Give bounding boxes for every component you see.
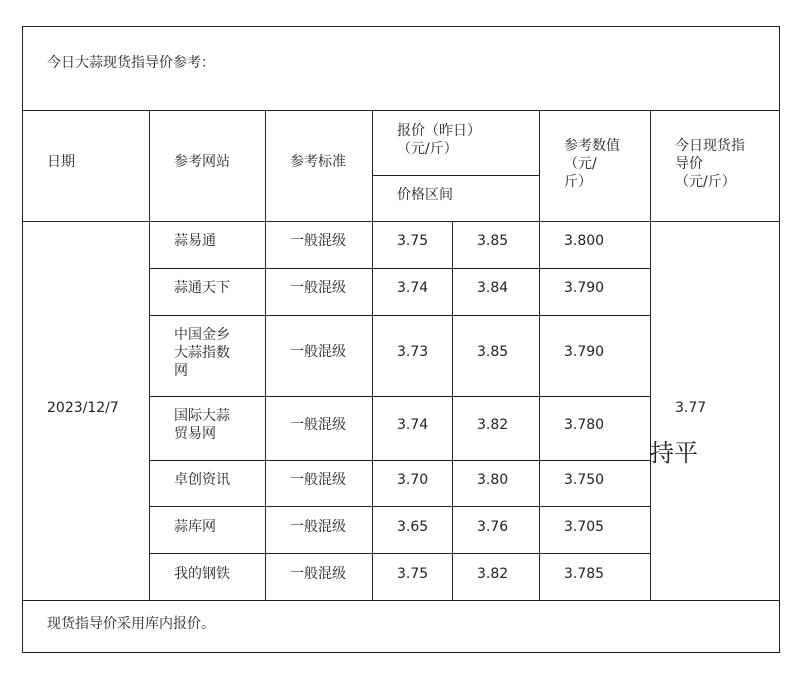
footer-note: 现货指导价采用库内报价。 xyxy=(47,616,215,632)
standard-cell: 一般混级 xyxy=(290,280,346,296)
col-rule-4 xyxy=(539,110,540,600)
standard-cell: 一般混级 xyxy=(290,519,346,535)
ref-value-cell: 3.750 xyxy=(564,472,605,488)
col-rule-1 xyxy=(149,110,150,600)
low-price-cell: 3.70 xyxy=(397,472,429,488)
rule-under-intro xyxy=(22,110,780,111)
standard-cell: 一般混级 xyxy=(290,566,346,582)
high-price-cell: 3.85 xyxy=(477,344,509,360)
site-cell: 我的钢铁 xyxy=(174,566,230,582)
rule-row-3 xyxy=(149,396,650,397)
low-price-cell: 3.73 xyxy=(397,344,429,360)
header-guide: 今日现货指 导价 （元/斤） xyxy=(675,138,745,190)
header-range: 价格区间 xyxy=(397,187,453,203)
site-cell: 卓创资讯 xyxy=(174,472,230,488)
rule-row-1 xyxy=(149,268,650,269)
low-price-cell: 3.74 xyxy=(397,417,429,433)
trend-text: 持平 xyxy=(650,439,698,467)
price-table-frame xyxy=(22,26,780,653)
site-cell: 蒜易通 xyxy=(174,233,216,249)
standard-cell: 一般混级 xyxy=(290,344,346,360)
rule-above-footer xyxy=(22,600,780,601)
rule-row-5 xyxy=(149,506,650,507)
guide-price-cell: 3.77 xyxy=(675,400,707,416)
standard-cell: 一般混级 xyxy=(290,417,346,433)
high-price-cell: 3.82 xyxy=(477,566,509,582)
ref-value-cell: 3.790 xyxy=(564,280,605,296)
ref-value-cell: 3.800 xyxy=(564,233,605,249)
header-ref: 参考数值 （元/ 斤） xyxy=(564,138,620,190)
header-quote: 报价（昨日） （元/斤） xyxy=(397,123,481,157)
intro-text: 今日大蒜现货指导价参考： xyxy=(47,55,215,71)
rule-under-quote-header xyxy=(372,175,539,176)
low-price-cell: 3.74 xyxy=(397,280,429,296)
header-site: 参考网站 xyxy=(174,154,230,170)
ref-value-cell: 3.780 xyxy=(564,417,605,433)
rule-row-4 xyxy=(149,460,650,461)
high-price-cell: 3.82 xyxy=(477,417,509,433)
site-cell: 中国金乡 大蒜指数 网 xyxy=(174,327,230,379)
date-cell: 2023/12/7 xyxy=(47,400,119,416)
rule-under-header xyxy=(22,221,780,222)
high-price-cell: 3.84 xyxy=(477,280,509,296)
standard-cell: 一般混级 xyxy=(290,472,346,488)
ref-value-cell: 3.705 xyxy=(564,519,605,535)
header-date: 日期 xyxy=(47,154,75,170)
rule-row-2 xyxy=(149,315,650,316)
site-cell: 蒜通天下 xyxy=(174,280,230,296)
high-price-cell: 3.76 xyxy=(477,519,509,535)
col-rule-2 xyxy=(265,110,266,600)
col-rule-range xyxy=(452,221,453,600)
site-cell: 蒜库网 xyxy=(174,519,216,535)
high-price-cell: 3.85 xyxy=(477,233,509,249)
low-price-cell: 3.75 xyxy=(397,233,429,249)
rule-row-6 xyxy=(149,553,650,554)
header-standard: 参考标准 xyxy=(290,154,346,170)
ref-value-cell: 3.785 xyxy=(564,566,605,582)
col-rule-5 xyxy=(650,110,651,600)
low-price-cell: 3.65 xyxy=(397,519,429,535)
ref-value-cell: 3.790 xyxy=(564,344,605,360)
standard-cell: 一般混级 xyxy=(290,233,346,249)
high-price-cell: 3.80 xyxy=(477,472,509,488)
site-cell: 国际大蒜 贸易网 xyxy=(174,408,230,442)
col-rule-3 xyxy=(372,110,373,600)
low-price-cell: 3.75 xyxy=(397,566,429,582)
